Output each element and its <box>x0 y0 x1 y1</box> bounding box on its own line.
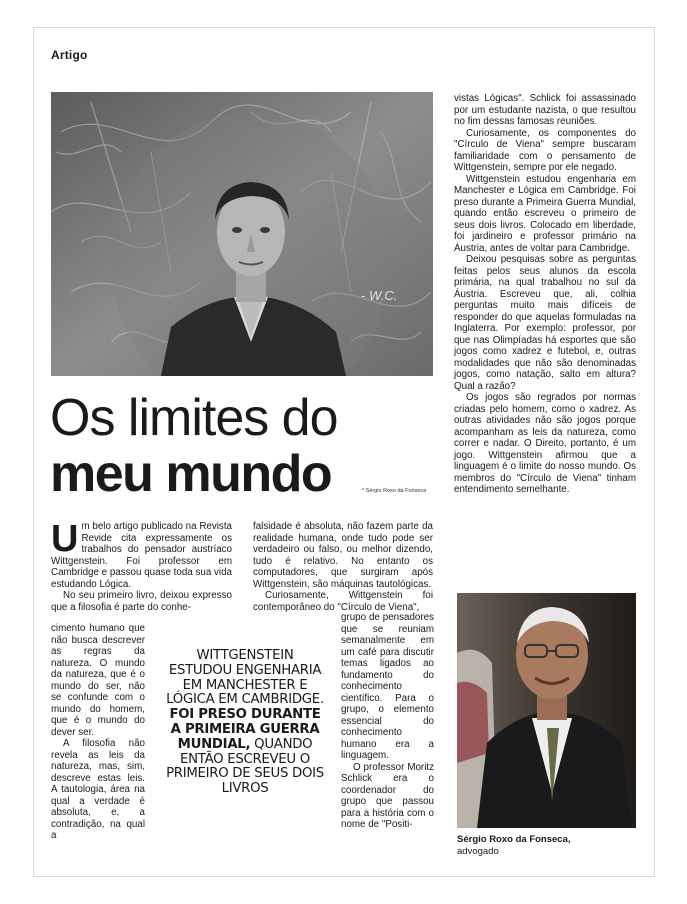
col3-paragraph-3: Deixou pesquisas sobre as perguntas feitas pelos seus alunos da escola primária, na qual trabalhou no sul da Áustria. Escreveu que, ali, colhia perguntas muito mais difíceis de responder do que aquelas formuladas na Inglaterra. Por exemplo: professor, por que nas Olimpíadas há esportes que são jogos como xadrez e futebol, e, outras modalidades que não são denominadas jogos, como natação, salto em altura? Qual a razão? <box>454 254 636 392</box>
column-1 <box>51 518 232 613</box>
col1-paragraph-2: No seu primeiro livro, deixou expresso que a filosofia é parte do conhe- <box>51 590 232 613</box>
col2-paragraph-2: Curiosamente, Wittgenstein foi contemporâneo do "Círculo de Viena", <box>253 590 433 613</box>
byline: * Sérgio Roxo da Fonseca <box>362 488 427 494</box>
author-photo <box>457 593 636 828</box>
col1-paragraph-2-cont: cimento humano que não busca descrever as regras da natureza. O mundo da natureza, que é o mundo do ser, não se confunde com o mundo do homem, que é o mundo do dever ser. <box>51 623 145 738</box>
col2-paragraph-1: falsidade é absoluta, não fazem parte da realidade humana, onde tudo pode ser verdadeiro ou falso, ou melhor dizendo, tudo é relativo. No entanto os computadores, que surgiram após Wittgenstein, são máquinas tautológicas. <box>253 521 433 590</box>
col3-paragraph-1: Curiosamente, os componentes do "Círculo de Viena" sempre buscaram familiaridade com o pensamento de Wittgenstein, sempre por ele negado. <box>454 127 636 173</box>
pull-quote-part-1: WITTGENSTEIN ESTUDOU ENGENHARIA EM MANCHESTER E LÓGICA EM CAMBRIDGE. <box>166 648 324 708</box>
col3-paragraph-0: vistas Lógicas". Schlick foi assassinado por um estudante nazista, o que resultou no fim dessas famosas reuniões. <box>454 93 636 127</box>
author-name: Sérgio Roxo da Fonseca, <box>457 834 571 845</box>
column-3 <box>454 93 636 496</box>
pull-quote <box>164 649 326 797</box>
column-1-narrow <box>51 623 145 842</box>
pull-quote-part-3: QUANDO ENTÃO ESCREVEU O PRIMEIRO DE SEUS DOIS LIVROS <box>166 736 324 797</box>
section-label: Artigo <box>51 48 88 62</box>
author-role: advogado <box>457 846 499 857</box>
column-2 <box>253 521 433 613</box>
wittgenstein-photo <box>51 92 433 376</box>
col2-paragraph-3: O professor Moritz Schlick era o coordenador do grupo que passou para a história com o nome de "Positi- <box>341 761 434 830</box>
pull-quote-part-2: FOI PRESO DURANTE A PRIMEIRA GUERRA MUNDIAL, <box>169 707 321 752</box>
col1-paragraph-1: Um belo artigo publicado na Revista Revide cita expressamente os trabalhos do pensador austríaco Wittgenstein. Foi professor em Cambridge e passou quase toda sua vida estudando Lógica. <box>51 518 232 590</box>
col1-paragraph-3: A filosofia não revela as leis da natureza, mas, sim, descreve estas leis. A tautologia, área na qual a verdade é absoluta, e, a contradição, na qual a <box>51 738 145 841</box>
column-2-narrow <box>341 612 434 831</box>
col3-paragraph-4: Os jogos são regrados por normas criadas pelo homem, como o xadrez. As outras atividades não são jogos porque acompanham as leis da natureza, como correr e nadar. O Direito, portanto, é um jogo. Wittgenstein afirmou que a linguagem é o limite do nosso mundo. Os membros do "Círculo de Viena" tinham entendimento semelhante. <box>454 392 636 495</box>
col3-paragraph-2: Wittgenstein estudou engenharia em Manchester e Lógica em Cambridge. Foi preso durante a Primeira Guerra Mundial, quando então escreveu o primeiro de seus dois livros. Colocado em liberdade, foi jardineiro e professor primário na Áustria, antes de voltar para Cambridge. <box>454 173 636 254</box>
col2-paragraph-2-cont: grupo de pensadores que se reuniam semanalmente em um café para discutir temas ligados ao fundamento do conhecimento científico. Para o grupo, o elemento essencial do conhecimento humano era a linguagem. <box>341 612 434 761</box>
drop-cap: U <box>51 518 79 560</box>
headline-line2: meu mundo <box>50 445 332 503</box>
photo-graffiti: - W.C. <box>361 288 398 303</box>
headline-line1: Os limites do <box>50 389 338 447</box>
